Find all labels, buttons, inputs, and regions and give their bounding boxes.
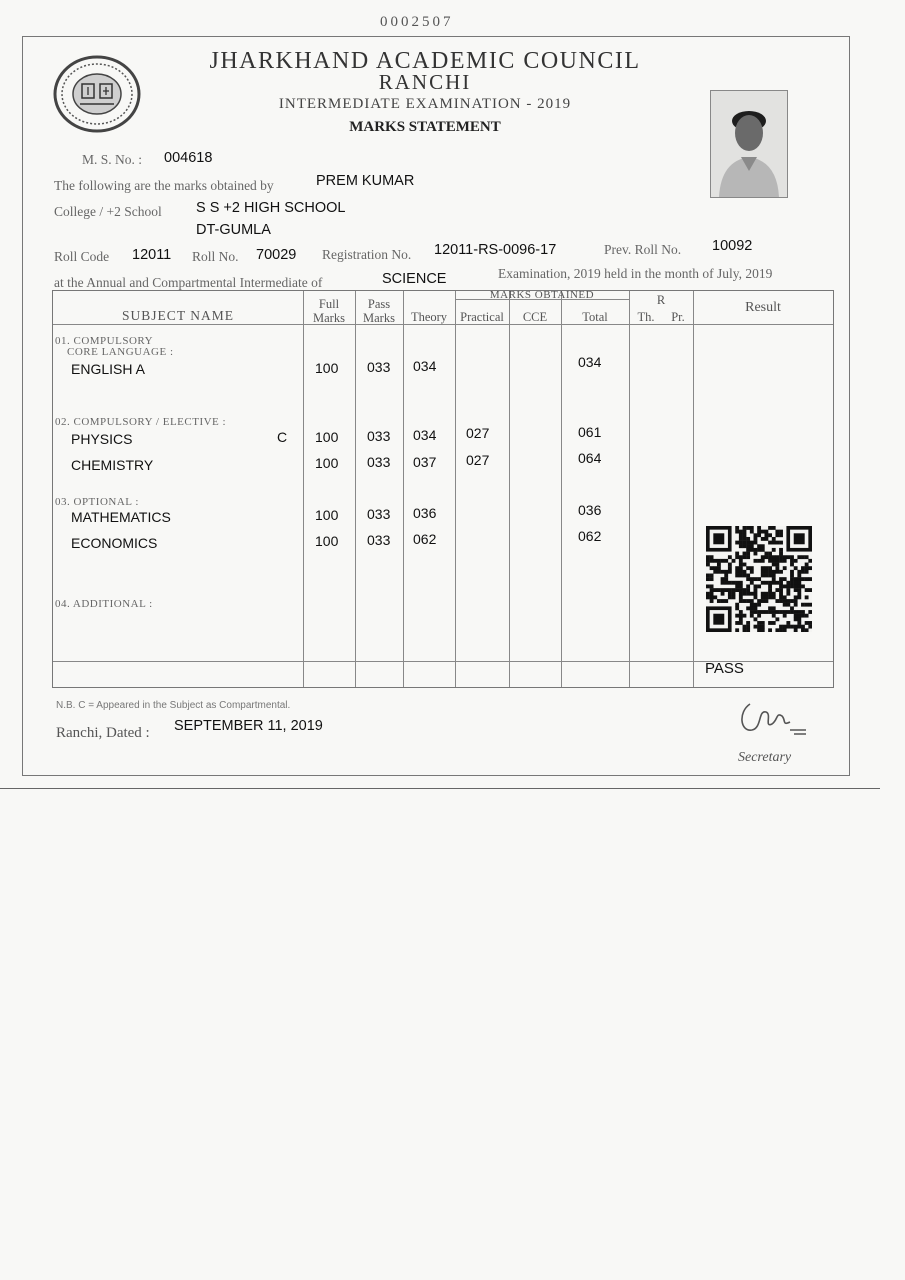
r-header: R: [656, 293, 666, 307]
secretary-label: Secretary: [738, 750, 792, 765]
theory-header: Theory: [410, 310, 448, 324]
roll-no-label: Roll No.: [192, 249, 239, 264]
council-name: JHARKHAND ACADEMIC COUNCIL: [209, 48, 641, 74]
roll-code-label: Roll Code: [54, 249, 110, 264]
secretary-signature: [732, 694, 812, 744]
pass-marks-header: Pass Marks: [363, 297, 395, 325]
stream-value: SCIENCE: [382, 271, 447, 287]
economics-pass-marks: 033: [367, 532, 391, 548]
section-additional-label: 04. ADDITIONAL :: [55, 598, 153, 610]
physics-theory: 034: [413, 427, 437, 443]
cce-header: CCE: [522, 310, 548, 324]
bottom-rule: [0, 788, 880, 789]
subject-economics: ECONOMICS: [71, 535, 158, 551]
exam-session-text: Examination, 2019 held in the month of July, 2019: [498, 266, 773, 281]
chemistry-total: 064: [578, 450, 602, 466]
physics-pass-marks: 033: [367, 428, 391, 444]
english-pass-marks: 033: [367, 359, 391, 375]
practical-header: Practical: [460, 310, 504, 324]
student-photo: [710, 90, 788, 198]
physics-practical: 027: [466, 425, 490, 441]
total-header: Total: [582, 310, 608, 324]
marks-obtained-header: MARKS OBTAINED: [489, 289, 595, 301]
mathematics-total: 036: [578, 502, 602, 518]
physics-total: 061: [578, 424, 602, 440]
english-theory: 034: [413, 358, 437, 374]
council-city: RANCHI: [378, 70, 472, 94]
prev-roll-label: Prev. Roll No.: [604, 242, 682, 257]
physics-full-marks: 100: [315, 429, 339, 445]
subject-name-header: SUBJECT NAME: [122, 308, 234, 323]
roll-no-value: 70029: [256, 247, 297, 263]
document-title: MARKS STATEMENT: [349, 119, 501, 135]
exam-description-label: at the Annual and Compartmental Intermediate of: [54, 275, 323, 290]
college-name: S S +2 HIGH SCHOOL: [196, 200, 346, 216]
r-practical-header: Pr.: [671, 310, 685, 324]
mathematics-pass-marks: 033: [367, 506, 391, 522]
result-status: PASS: [705, 660, 744, 677]
chemistry-full-marks: 100: [315, 455, 339, 471]
physics-compartmental-flag: C: [277, 429, 288, 445]
roll-code-value: 12011: [132, 247, 172, 263]
compartmental-note: N.B. C = Appeared in the Subject as Compartmental.: [56, 700, 291, 711]
registration-label: Registration No.: [322, 247, 412, 262]
full-marks-header: Full Marks: [313, 297, 345, 325]
chemistry-practical: 027: [466, 452, 490, 468]
mathematics-theory: 036: [413, 505, 437, 521]
exam-title: INTERMEDIATE EXAMINATION - 2019: [278, 96, 572, 112]
section-optional-label: 03. OPTIONAL :: [55, 496, 139, 508]
r-theory-header: Th.: [637, 310, 655, 324]
issue-date: SEPTEMBER 11, 2019: [174, 718, 323, 734]
registration-value: 12011-RS-0096-17: [434, 242, 557, 258]
economics-theory: 062: [413, 531, 437, 547]
section-core-language-label: CORE LANGUAGE :: [67, 346, 174, 358]
candidate-name-label: The following are the marks obtained by: [54, 178, 274, 193]
mathematics-full-marks: 100: [315, 507, 339, 523]
dated-label: Ranchi, Dated :: [56, 725, 150, 741]
economics-total: 062: [578, 528, 602, 544]
subject-mathematics: MATHEMATICS: [71, 509, 171, 525]
ms-no-label: M. S. No. :: [82, 152, 143, 167]
english-full-marks: 100: [315, 360, 339, 376]
economics-full-marks: 100: [315, 533, 339, 549]
college-district: DT-GUMLA: [196, 222, 271, 238]
college-label: College / +2 School: [54, 204, 162, 219]
subject-chemistry: CHEMISTRY: [71, 457, 154, 473]
chemistry-theory: 037: [413, 454, 437, 470]
subject-physics: PHYSICS: [71, 431, 133, 447]
ms-no-value: 004618: [164, 150, 213, 166]
english-total: 034: [578, 354, 602, 370]
section-compulsory-label: 01. COMPULSORY: [55, 335, 154, 347]
document-serial-mark: 0002507: [380, 14, 454, 30]
prev-roll-value: 10092: [712, 238, 753, 254]
section-compulsory-elective-label: 02. COMPULSORY / ELECTIVE :: [55, 416, 227, 428]
candidate-name: PREM KUMAR: [316, 173, 415, 189]
chemistry-pass-marks: 033: [367, 454, 391, 470]
result-header: Result: [745, 300, 781, 315]
verification-qr-code: [706, 526, 812, 632]
subject-english-a: ENGLISH A: [71, 361, 145, 377]
